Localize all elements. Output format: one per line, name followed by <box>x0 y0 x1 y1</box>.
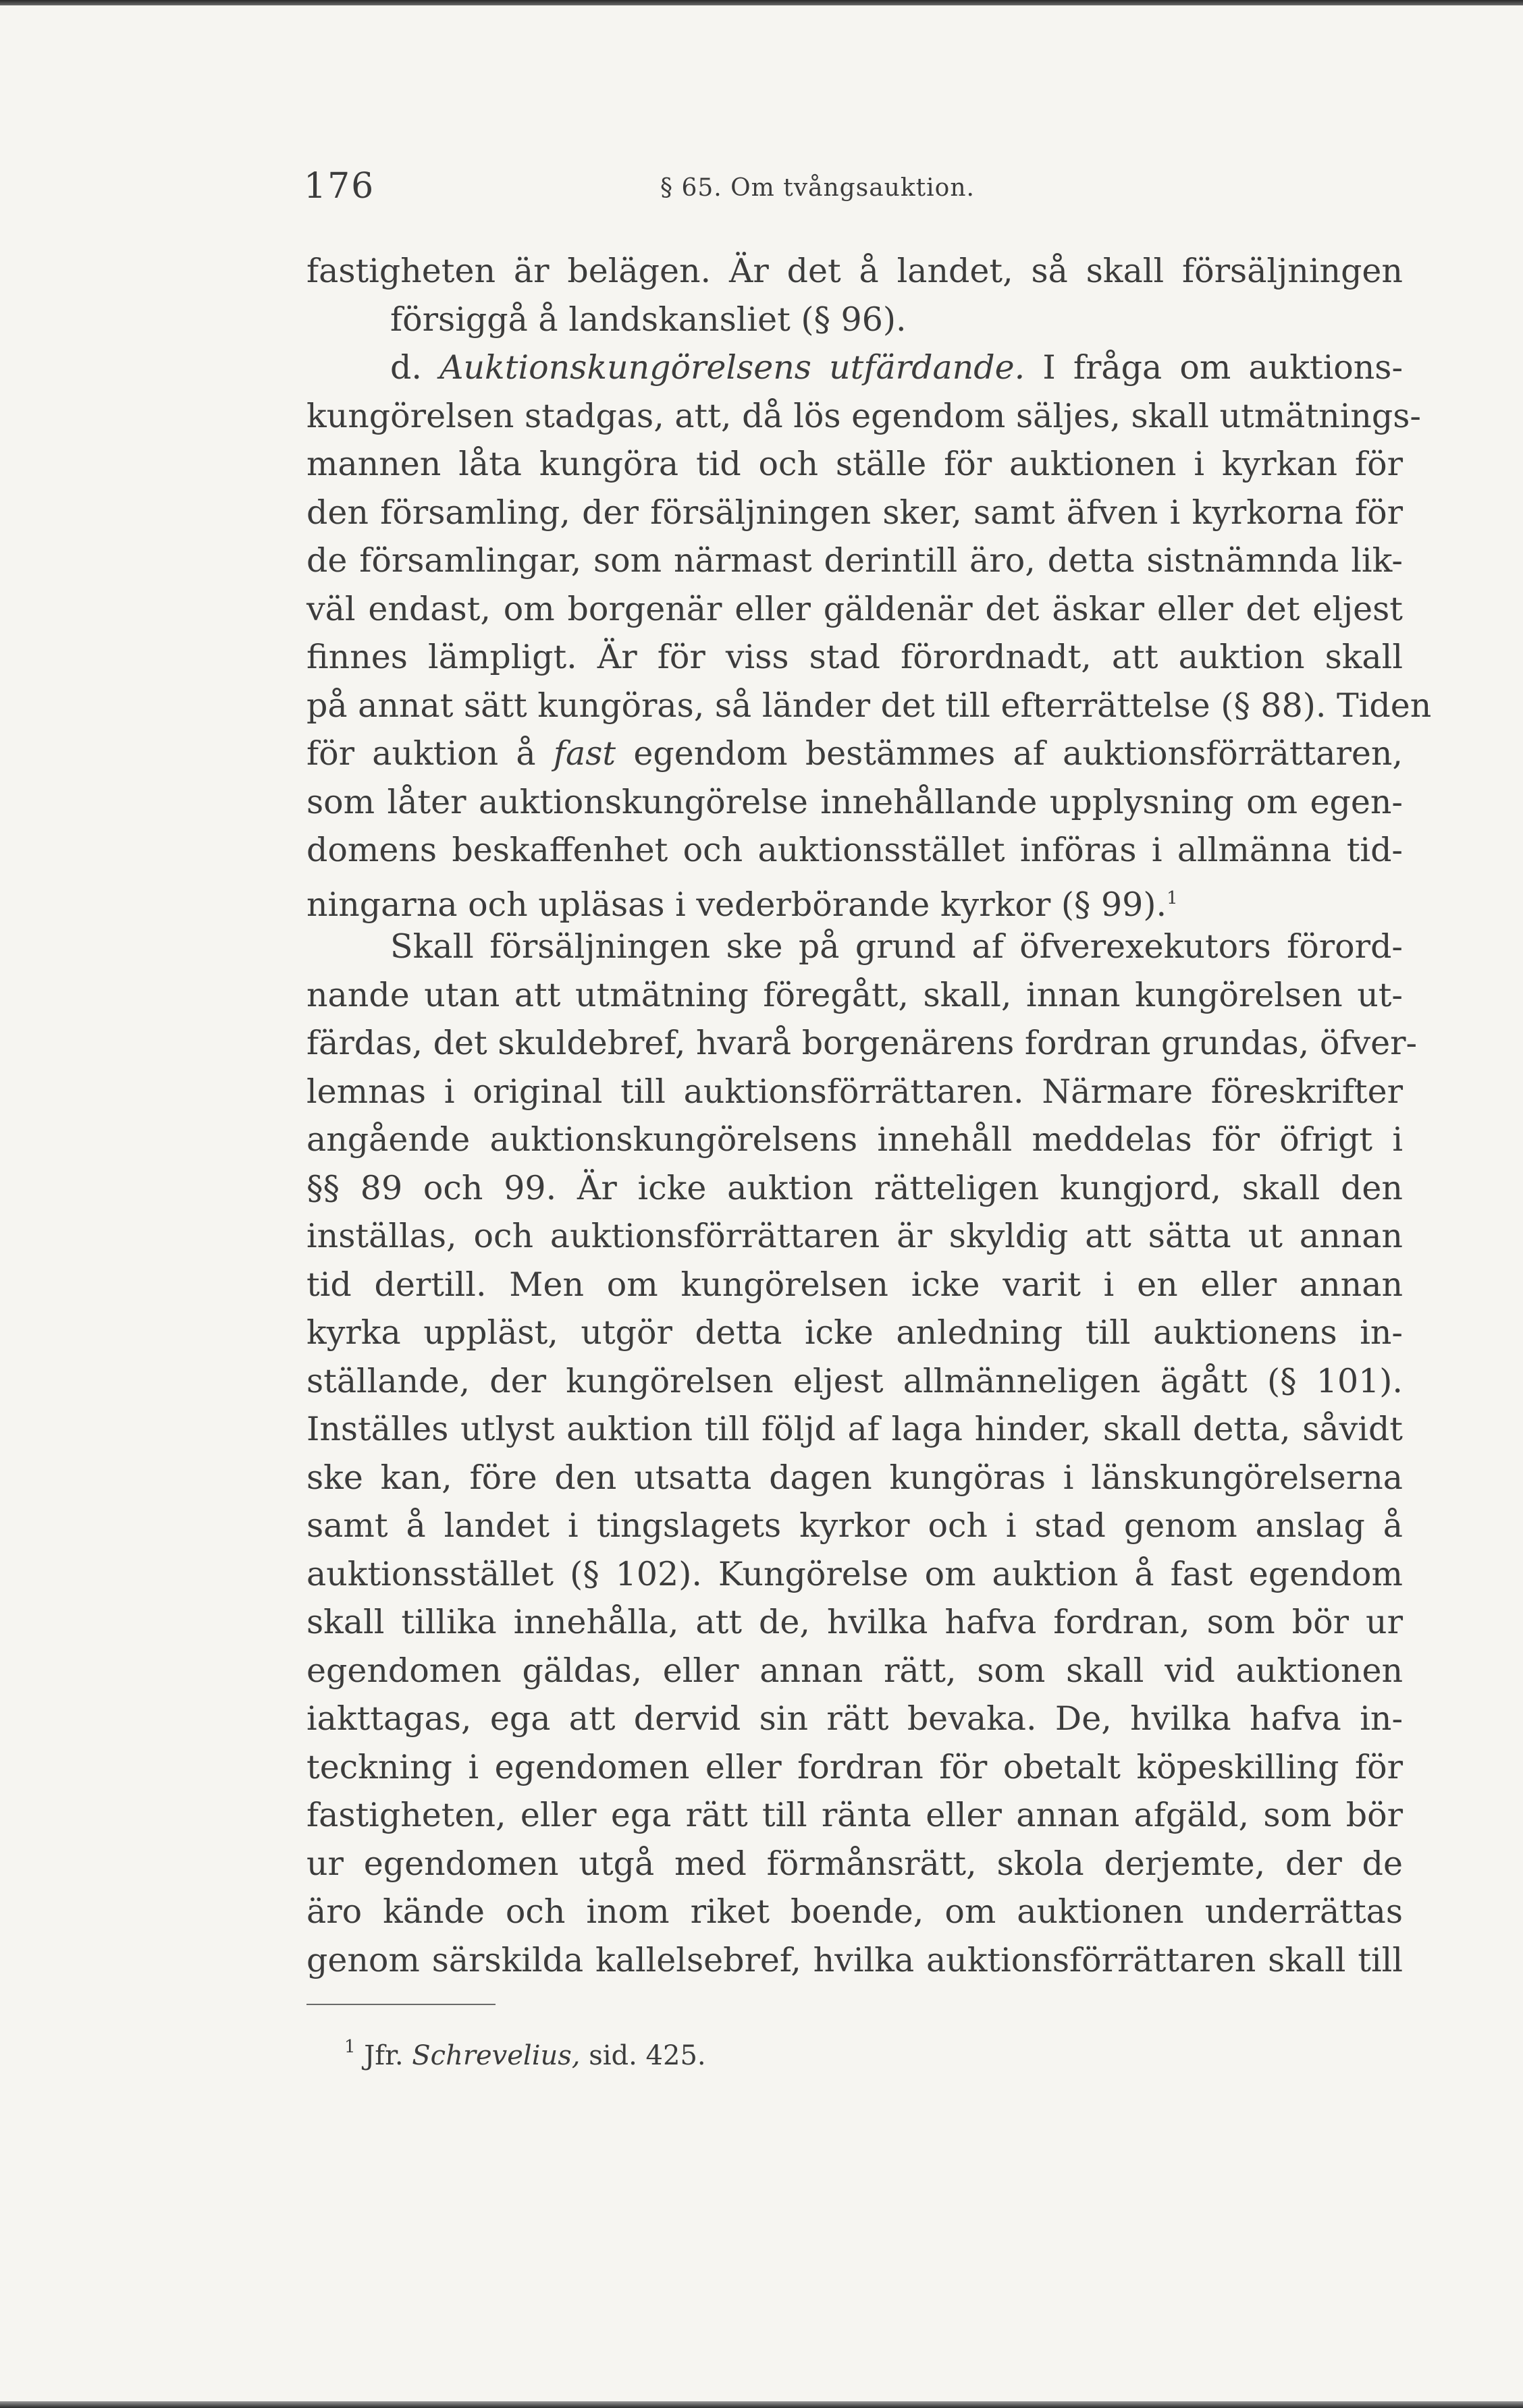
footnote-author: Schrevelius, <box>412 2040 581 2071</box>
footnote-ref: sid. 425. <box>589 2040 706 2071</box>
text-line: iakttagas, ega att dervid sin rätt bevaka. De, hvilka hafva in- <box>306 1699 1403 1738</box>
scan-edge-top <box>0 0 1523 5</box>
text-line: Inställes utlyst auktion till följd af laga hinder, skall detta, såvidt <box>306 1410 1403 1448</box>
footnote-number: 1 <box>344 2037 356 2057</box>
text-line: mannen låta kungöra tid och ställe för auktionen i kyrkan för <box>306 445 1403 483</box>
text-fragment: för auktion å <box>306 734 536 773</box>
text-line: kungörelsen stadgas, att, då lös egendom säljes, skall utmätnings- <box>306 396 1421 435</box>
text-line: teckning i egendomen eller fordran för obetalt köpeskilling för <box>306 1747 1403 1786</box>
text-line: väl endast, om borgenär eller gäldenär det äskar eller det eljest <box>306 589 1403 628</box>
text-line: äro kände och inom riket boende, om auktionen underrättas <box>306 1892 1403 1931</box>
text-line: ur egendomen utgå med förmånsrätt, skola derjemte, der de <box>306 1844 1403 1883</box>
text-line: på annat sätt kungöras, så länder det till efterrättelse (§ 88). Tiden <box>306 686 1432 725</box>
page-header <box>304 154 1411 215</box>
scan-edge-bottom <box>0 2401 1523 2408</box>
page-number: 176 <box>304 166 375 207</box>
section-heading: Auktionskungörelsens utfärdande. <box>439 348 1025 387</box>
text-line: inställas, och auktionsförrättaren är skyldig att sätta ut annan <box>306 1217 1403 1255</box>
text-line <box>306 730 1403 778</box>
text-line: finnes lämpligt. Är för viss stad förordnadt, att auktion skall <box>306 638 1403 676</box>
text-line <box>306 875 1403 923</box>
text-line: auktionsstället (§ 102). Kungörelse om auktion å fast egendom <box>306 1554 1403 1593</box>
text-line: §§ 89 och 99. Är icke auktion rätteligen kungjord, skall den <box>306 1168 1403 1207</box>
text-fragment: ningarna och upläsas i vederbörande kyrkor (§ 99). <box>306 885 1167 924</box>
running-head: § 65. Om tvångsauktion. <box>660 174 975 202</box>
footnote-rule <box>306 2004 496 2005</box>
text-line: kyrka uppläst, utgör detta icke anledning till auktionens in- <box>306 1313 1403 1352</box>
text-line: fastigheten är belägen. Är det å landet, så skall försäljningen <box>306 252 1403 290</box>
text-line: nande utan att utmätning föregått, skall, innan kungörelsen ut- <box>306 975 1403 1014</box>
text-line: färdas, det skuldebref, hvarå borgenärens fordran grundas, öfver- <box>306 1024 1418 1062</box>
text-line: Skall försäljningen ske på grund af öfverexekutors förord- <box>390 927 1403 966</box>
text-line: som låter auktionskungörelse innehållande upplysning om egen- <box>306 782 1403 821</box>
footnote <box>344 2037 706 2071</box>
body-text <box>306 247 1432 1984</box>
text-line: samt å landet i tingslagets kyrkor och i stad genom anslag å <box>306 1506 1403 1545</box>
text-line: genom särskilda kallelsebref, hvilka auktionsförrättaren skall till <box>306 1940 1403 1979</box>
text-line: egendomen gäldas, eller annan rätt, som skall vid auktionen <box>306 1651 1403 1690</box>
emphasis: fast <box>553 734 616 773</box>
text-line: ställande, der kungörelsen eljest allmänneligen ägått (§ 101). <box>306 1361 1403 1400</box>
text-line: fastigheten, eller ega rätt till ränta eller annan afgäld, som bör <box>306 1796 1403 1834</box>
text-line: domens beskaffenhet och auktionsstället införas i allmänna tid- <box>306 831 1403 869</box>
footnote-prefix: Jfr. <box>364 2040 404 2071</box>
text-line: den församling, der försäljningen sker, samt äfven i kyrkorna för <box>306 493 1403 532</box>
text-line: lemnas i original till auktionsförrättaren. Närmare föreskrifter <box>306 1072 1403 1111</box>
text-line: skall tillika innehålla, att de, hvilka hafva fordran, som bör ur <box>306 1603 1403 1641</box>
section-label: d. <box>390 348 422 387</box>
text-fragment: I fråga om auktions- <box>1042 348 1404 387</box>
text-line: de församlingar, som närmast derintill äro, detta sistnämnda lik- <box>306 541 1403 580</box>
section-heading-line <box>306 344 1403 392</box>
text-line: ske kan, före den utsatta dagen kungöras i länskungörelserna <box>306 1458 1403 1497</box>
footnote-marker: 1 <box>1167 887 1178 908</box>
text-fragment: egendom bestämmes af auktionsförrättaren, <box>633 734 1404 773</box>
text-line: tid dertill. Men om kungörelsen icke varit i en eller annan <box>306 1265 1403 1304</box>
text-line: angående auktionskungörelsens innehåll meddelas för öfrigt i <box>306 1120 1403 1159</box>
text-line: försiggå å landskansliet (§ 96). <box>390 300 907 339</box>
